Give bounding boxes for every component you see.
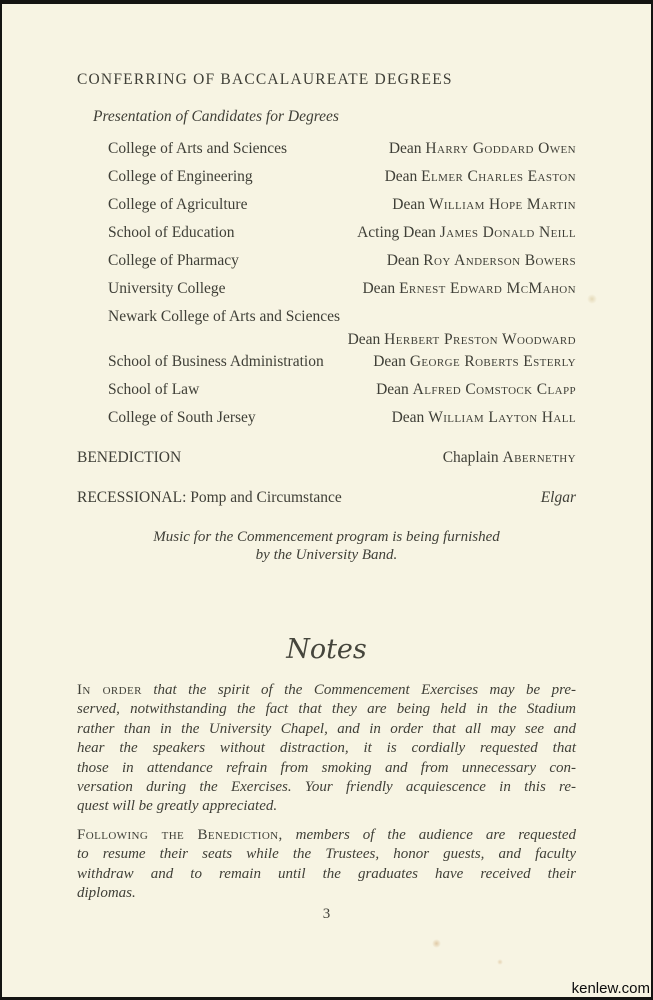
- dean-name: Dean William Layton Hall: [391, 409, 576, 426]
- composer-name: Elgar: [540, 489, 576, 506]
- paragraph-line: diplomas.: [77, 885, 136, 902]
- dean-name: Dean George Roberts Esterly: [373, 353, 576, 370]
- paragraph-line: versation during the Exercises. Your friendly acquiescence in this re-: [77, 779, 576, 796]
- notes-paragraph-2: [77, 826, 576, 904]
- degree-row-newark: [108, 303, 576, 348]
- degree-row-business: [108, 348, 576, 376]
- degree-row-education: [108, 219, 576, 247]
- paragraph-line: Following the Benediction, members of the audience are requested: [77, 826, 576, 843]
- benediction-row: [77, 448, 576, 468]
- college-name: College of South Jersey: [108, 409, 256, 426]
- small-caps-lead: In order: [77, 682, 142, 698]
- paragraph-line: quest will be greatly appreciated.: [77, 798, 278, 815]
- notes-paragraph-1: [77, 681, 576, 817]
- college-name: College of Engineering: [108, 168, 253, 185]
- dean-name: Acting Dean James Donald Neill: [357, 224, 576, 241]
- notes-heading: Notes: [286, 634, 367, 665]
- recessional-row: [77, 488, 576, 508]
- dean-name: Dean William Hope Martin: [392, 196, 576, 213]
- college-name: Newark College of Arts and Sciences: [108, 308, 341, 325]
- degree-row-engineering: [108, 163, 576, 191]
- paper-stain: [497, 959, 503, 965]
- small-caps-lead: Following the Benediction,: [77, 826, 283, 843]
- music-credit-note: [77, 528, 576, 564]
- degree-row-south-jersey: [108, 404, 576, 432]
- music-credit-line: by the University Band.: [255, 547, 398, 563]
- page-number: 3: [322, 906, 331, 923]
- dean-name: Dean Alfred Comstock Clapp: [376, 381, 576, 398]
- benediction-label: BENEDICTION: [77, 449, 182, 466]
- dean-name: Dean Harry Goddard Owen: [388, 140, 576, 157]
- dean-name: Dean Roy Anderson Bowers: [386, 252, 576, 269]
- college-name: School of Education: [108, 224, 235, 241]
- degree-row-university-college: [108, 275, 576, 303]
- degree-row-arts-sciences: [108, 135, 576, 163]
- page-content: [2, 4, 651, 923]
- paragraph-line: withdraw and to remain until the graduates have received their: [77, 865, 576, 882]
- dean-name: Dean Elmer Charles Easton: [384, 168, 576, 185]
- degree-row-agriculture: [108, 191, 576, 219]
- chaplain-name: Chaplain Abernethy: [442, 449, 576, 466]
- college-name: College of Arts and Sciences: [108, 140, 288, 157]
- paragraph-line: In order that the spirit of the Commencement Exercises may be pre-: [77, 682, 576, 698]
- college-name: University College: [108, 280, 226, 297]
- paragraph-line: to resume their seats while the Trustees, honor guests, and faculty: [77, 846, 576, 863]
- college-name: College of Pharmacy: [108, 252, 239, 269]
- college-name: School of Law: [108, 381, 200, 398]
- dean-name: Dean Herbert Preston Woodward: [347, 331, 576, 348]
- paragraph-line: served, notwithstanding the fact that they are being held in the Stadium: [77, 701, 576, 718]
- paragraph-line: those in attendance refrain from smoking and from unnecessary con-: [77, 759, 576, 776]
- degree-row-pharmacy: [108, 247, 576, 275]
- dean-name: Dean Ernest Edward McMahon: [362, 280, 576, 297]
- music-credit-line: Music for the Commencement program is being furnished: [153, 529, 500, 545]
- paper-stain: [432, 939, 441, 948]
- recessional-label: RECESSIONAL: Pomp and Circumstance: [77, 489, 342, 506]
- degree-row-law: [108, 376, 576, 404]
- college-name: School of Business Administration: [108, 353, 324, 370]
- college-name: College of Agriculture: [108, 196, 248, 213]
- degree-presentation-list: [108, 135, 576, 432]
- section-title: CONFERRING OF BACCALAUREATE DEGREES: [77, 71, 453, 88]
- presentation-subtitle: Presentation of Candidates for Degrees: [93, 108, 339, 125]
- watermark: kenlew.com: [571, 980, 650, 997]
- paragraph-line: hear the speakers without distraction, it is cordially requested that: [77, 740, 576, 757]
- paragraph-line: rather than in the University Chapel, and in order that all may see and: [77, 720, 576, 737]
